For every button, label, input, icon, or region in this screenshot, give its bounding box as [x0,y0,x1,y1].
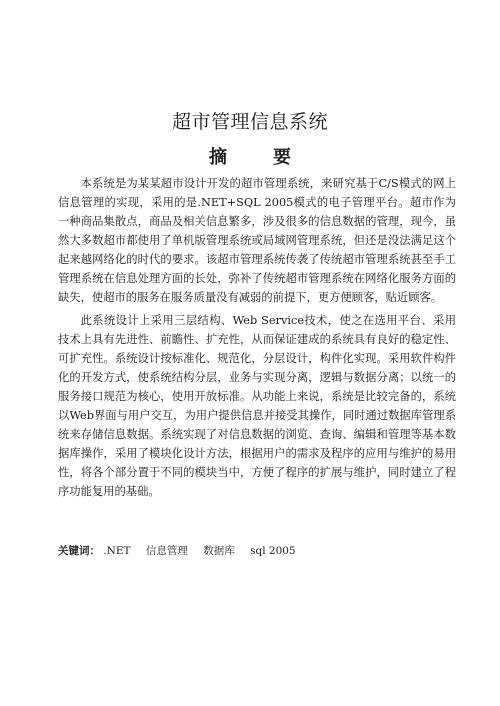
keywords-line [58,543,458,559]
keyword-item: 数据库 [203,545,235,557]
abstract-paragraph-1: 本系统是为某某超市设计开发的超市管理系统，来研究基于C/S模式的网上信息管理的实现，采用的是.NET+SQL 2005模式的电子管理平台。超市作为一种商品集散点，商品及相关信息繁多，涉及很多的信息数据的管理，现今，虽然大多数超市都使用了单机版管理系统或局域网管理系统，但还是没法满足这个起来越网络化的时代的要求。该超市管理系统传袭了传统超市管理系统甚至手工管理系统在信息处理方面的长处，弥补了传统超市管理系统在网络化服务方面的缺失，使超市的服务在服务质量没有减弱的前提下，更方便顾客，贴近顾客。 [58,177,456,304]
document-title: 超市管理信息系统 [171,111,328,133]
keyword-item: 信息管理 [145,545,188,557]
abstract-body [58,174,456,505]
abstract-heading: 摘 要 [209,147,305,168]
keyword-item: .NET [103,545,131,557]
abstract-paragraph-2: 此系统设计上采用三层结构、Web Service技术，使之在选用平台、采用技术上具有先进性、前瞻性、扩充性，从而保证建成的系统具有良好的稳定性、可扩充性。系统设计按标准化、规范化，分层设计，构件化实现。采用软件构件化的开发方式，使系统结构分层，业务与实现分离，逻辑与数据分离；以统一的服务接口规范为核心，使用开放标准。从功能上来说，系统是比较完备的，系统以Web界面与用户交互，为用户提供信息并接受其操作，同时通过数据库管理系统来存储信息数据。系统实现了对信息数据的浏览、查询、编辑和管理等基本数据库操作，采用了模块化设计方法，根据用户的需求及程序的应用与维护的易用性，将各个部分置于不同的模块当中，方便了程序的扩展与维护，同时建立了程序功能复用的基础。 [58,314,456,498]
keywords-label: 关键词： [58,545,100,557]
keyword-item: sql 2005 [250,545,296,557]
